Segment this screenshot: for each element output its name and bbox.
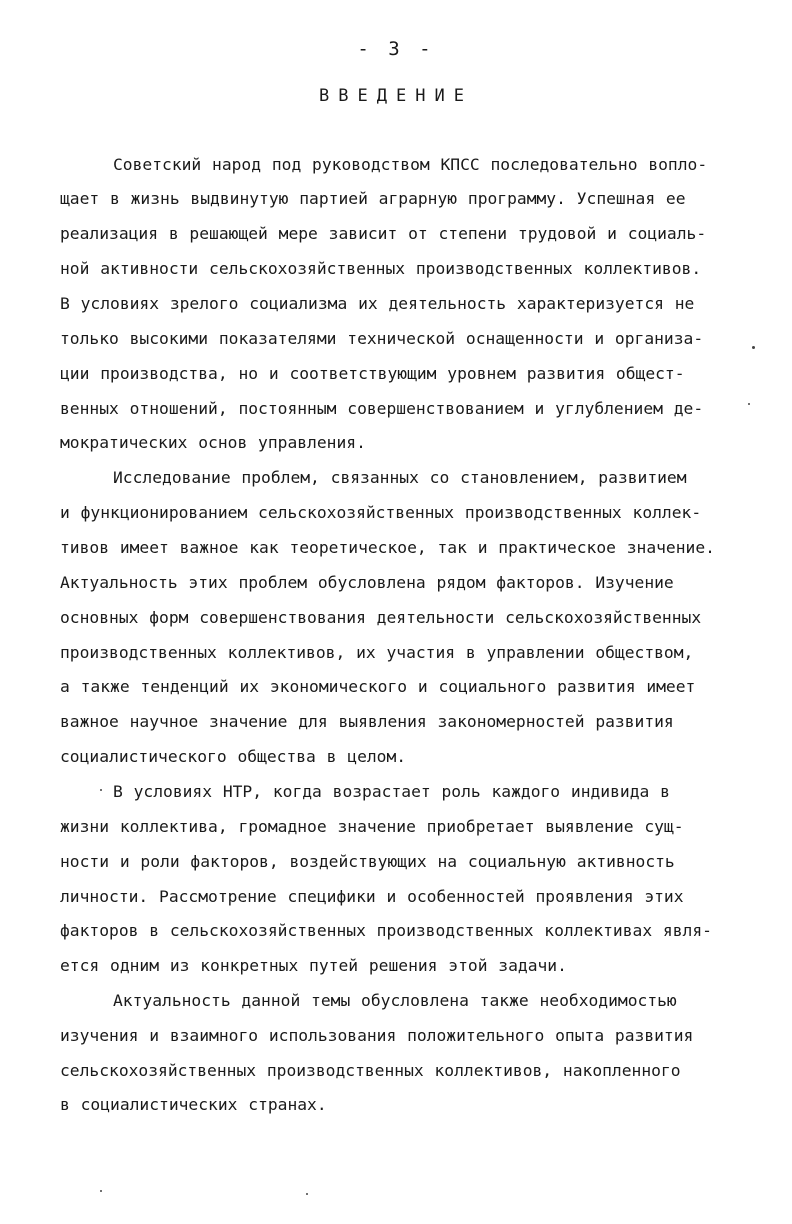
text-line: сельскохозяйственных производственных коллективов, накопленного — [60, 1061, 681, 1080]
text-line: В условиях зрелого социализма их деятельность характеризуется не — [60, 294, 695, 313]
text-line: Советский народ под руководством КПСС последовательно вопло- — [113, 155, 708, 174]
text-line: факторов в сельскохозяйственных производственных коллективах явля- — [60, 921, 712, 940]
text-line: Актуальность этих проблем обусловлена рядом факторов. Изучение — [60, 573, 674, 592]
scan-speck — [100, 789, 102, 791]
text-line: в социалистических странах. — [60, 1095, 327, 1114]
text-line: ности и роли факторов, воздействующих на социальную активность — [60, 852, 675, 871]
text-line: мократических основ управления. — [60, 433, 366, 452]
text-line: реализация в решающей мере зависит от степени трудовой и социаль- — [60, 224, 707, 243]
text-line: основных форм совершенствования деятельности сельскохозяйственных — [60, 608, 702, 627]
text-line: а также тенденций их экономического и социального развития имеет — [60, 677, 696, 696]
text-line: Исследование проблем, связанных со становлением, развитием — [113, 468, 687, 487]
section-title: ВВЕДЕНИЕ — [319, 86, 473, 106]
text-line: тивов имеет важное как теоретическое, так и практическое значение. — [60, 538, 715, 557]
text-line: только высокими показателями технической оснащенности и организа- — [60, 329, 704, 348]
text-line: щает в жизнь выдвинутую партией аграрную программу. Успешная ее — [60, 189, 686, 208]
text-line: личности. Рассмотрение специфики и особенностей проявления этих — [60, 887, 684, 906]
text-line: В условиях НТР, когда возрастает роль каждого индивида в — [113, 782, 670, 801]
text-line: венных отношений, постоянным совершенствованием и углублением де- — [60, 399, 704, 418]
text-line: ции производства, но и соответствующим уровнем развития общест- — [60, 364, 685, 383]
text-line: важное научное значение для выявления закономерностей развития — [60, 712, 674, 731]
text-line: социалистического общества в целом. — [60, 747, 407, 766]
page-number: - 3 - — [357, 38, 435, 60]
text-line: ется одним из конкретных путей решения этой задачи. — [60, 956, 567, 975]
scan-speck — [100, 1190, 102, 1192]
scan-speck — [748, 403, 750, 405]
text-line: и функционированием сельскохозяйственных производственных коллек- — [60, 503, 702, 522]
text-line: жизни коллектива, громадное значение приобретает выявление сущ- — [60, 817, 684, 836]
scan-speck — [752, 346, 755, 349]
scan-speck — [306, 1193, 308, 1195]
text-line: производственных коллективов, их участия в управлении обществом, — [60, 643, 694, 662]
text-line: изучения и взаимного использования положительного опыта развития — [60, 1026, 694, 1045]
text-line: ной активности сельскохозяйственных производственных коллективов. — [60, 259, 702, 278]
text-line: Актуальность данной темы обусловлена также необходимостью — [113, 991, 677, 1010]
